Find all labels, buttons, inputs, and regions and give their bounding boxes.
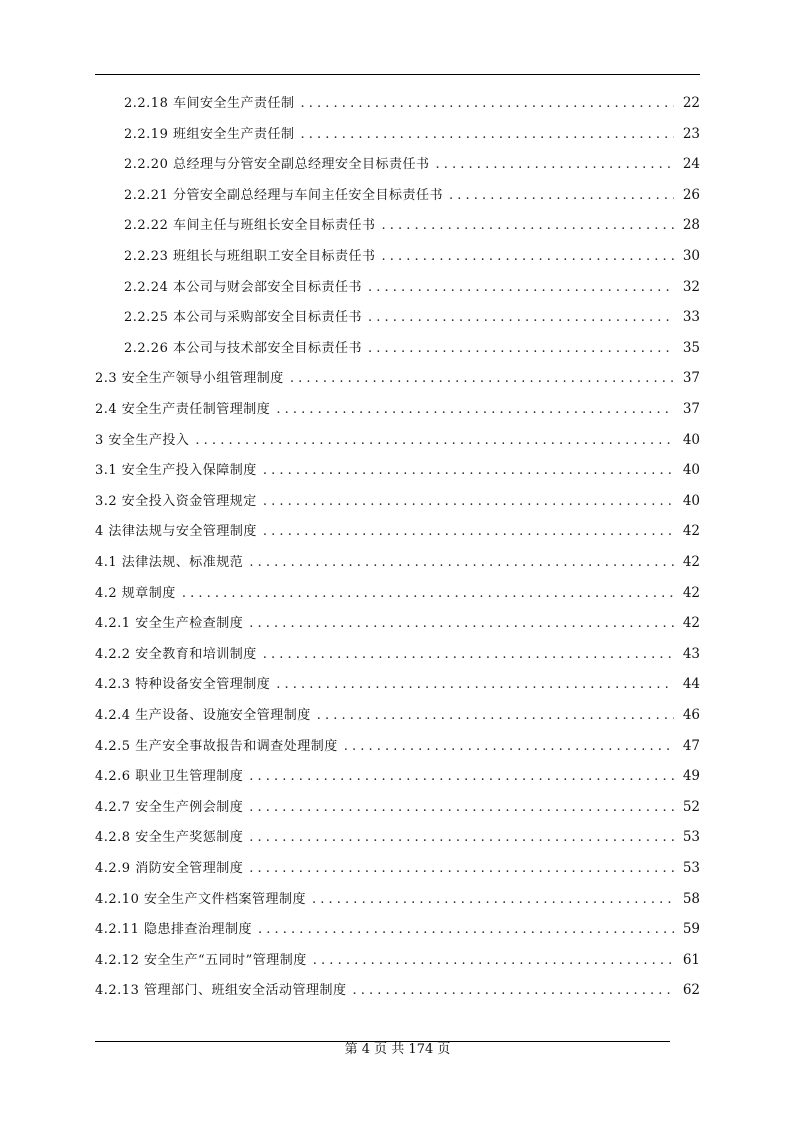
toc-entry[interactable] [124,276,700,298]
toc-entry-page-number: 52 [682,798,700,815]
toc-entry-page-number: 46 [682,707,700,723]
toc-leader-dots [276,399,674,421]
toc-entry[interactable] [95,612,700,634]
toc-entry-page-number: 43 [682,645,700,662]
toc-entry-title: 4.2.8 安全生产奖惩制度 [95,830,244,846]
toc-entry-title: 4.2.5 生产安全事故报告和调查处理制度 [95,738,338,754]
toc-entry-page-number: 23 [682,125,700,142]
toc-entry-title: 2.2.24 本公司与财会部安全目标责任书 [124,279,362,295]
toc-leader-dots [368,338,674,360]
toc-entry-page-number: 42 [682,523,700,540]
toc-entry[interactable] [95,888,700,910]
toc-entry[interactable] [95,735,700,757]
toc-entry-page-number: 26 [682,186,700,203]
toc-entry-title: 2.2.25 本公司与采购部安全目标责任书 [124,310,362,326]
toc-entry[interactable] [95,520,700,542]
toc-entry-title: 4.2.10 安全生产文件档案管理制度 [95,891,306,907]
toc-leader-dots [249,766,674,788]
toc-leader-dots [263,521,674,543]
toc-leader-dots [368,307,674,329]
toc-leader-dots [352,980,674,1002]
toc-entry-page-number: 59 [682,921,700,938]
toc-leader-dots [258,919,674,941]
toc-entry-title: 2.2.18 车间安全生产责任制 [124,96,295,111]
toc-leader-dots [449,185,674,207]
toc-leader-dots [249,552,674,574]
toc-entry-title: 2.2.26 本公司与技术部安全目标责任书 [124,340,362,356]
toc-entry[interactable] [95,490,700,512]
toc-entry-title: 2.3 安全生产领导小组管理制度 [95,371,284,387]
toc-entry[interactable] [124,92,700,114]
toc-entry-title: 2.2.22 车间主任与班组长安全目标责任书 [124,218,376,234]
toc-entry[interactable] [95,643,700,665]
toc-entry-title: 4.2.1 安全生产检查制度 [95,616,244,632]
toc-entry-title: 4.2.3 特种设备安全管理制度 [95,677,271,693]
toc-leader-dots [313,950,674,972]
toc-entry-page-number: 49 [682,768,700,785]
toc-leader-dots [182,583,674,605]
toc-entry-page-number: 22 [682,95,700,111]
toc-entry-page-number: 33 [682,309,700,326]
toc-entry-page-number: 37 [682,401,700,417]
toc-entry-title: 2.4 安全生产责任制管理制度 [95,402,271,417]
toc-entry[interactable] [95,765,700,787]
toc-entry-title: 4.2.9 消防安全管理制度 [95,861,244,876]
toc-entry[interactable] [95,857,700,879]
toc-leader-dots [195,430,674,452]
toc-entry[interactable] [95,949,700,971]
toc-entry[interactable] [95,796,700,818]
toc-entry[interactable] [124,306,700,328]
toc-leader-dots [317,705,674,727]
toc-entry[interactable] [124,184,700,206]
toc-entry-title: 2.2.23 班组长与班组职工安全目标责任书 [124,249,376,264]
toc-entry-page-number: 35 [682,339,700,356]
toc-leader-dots [263,460,674,482]
toc-entry-page-number: 24 [682,156,700,173]
toc-entry-title: 4.2.11 隐患排查治理制度 [95,922,252,938]
toc-entry-title: 4.1 法律法规、标准规范 [95,555,244,570]
toc-entry-title: 3.1 安全生产投入保障制度 [95,463,257,479]
toc-entry-title: 3 安全生产投入 [95,432,190,448]
toc-entry-page-number: 28 [682,217,700,234]
toc-entry[interactable] [95,704,700,726]
toc-leader-dots [249,858,674,880]
toc-entry-title: 4.2.13 管理部门、班组安全活动管理制度 [95,983,347,999]
toc-entry[interactable] [95,551,700,573]
toc-entry[interactable] [124,214,700,236]
toc-entry-page-number: 47 [682,737,700,754]
toc-entry[interactable] [95,429,700,451]
toc-leader-dots [276,674,674,696]
toc-entry-page-number: 53 [682,860,700,876]
toc-leader-dots [290,368,674,390]
toc-leader-dots [249,827,674,849]
toc-entry[interactable] [124,123,700,145]
toc-entry[interactable] [95,673,700,695]
toc-entry-title: 4.2.6 职业卫生管理制度 [95,769,244,785]
toc-entry[interactable] [124,337,700,359]
toc-leader-dots [381,246,674,268]
toc-entry-page-number: 42 [682,615,700,632]
toc-entry-title: 4.2.7 安全生产例会制度 [95,799,244,815]
toc-entry-page-number: 40 [682,492,700,509]
toc-entry[interactable] [95,398,700,420]
toc-entry-page-number: 58 [682,890,700,907]
toc-entry-page-number: 53 [682,829,700,846]
toc-entry[interactable] [95,979,700,1001]
toc-entry[interactable] [95,367,700,389]
toc-entry-title: 4.2.4 生产设备、设施安全管理制度 [95,708,311,723]
toc-entry[interactable] [95,582,700,604]
toc-entry[interactable] [95,918,700,940]
toc-leader-dots [300,124,674,146]
toc-entry-page-number: 62 [682,982,700,999]
toc-entry[interactable] [124,245,700,267]
toc-leader-dots [249,797,674,819]
toc-leader-dots [300,93,674,115]
toc-entry-page-number: 37 [682,370,700,387]
page-footer: 第 4 页 共 174 页 [344,1042,451,1057]
toc-entry-title: 4 法律法规与安全管理制度 [95,524,257,540]
toc-entry-title: 4.2.2 安全教育和培训制度 [95,646,257,662]
header-rule [95,74,700,75]
toc-entry-title: 2.2.20 总经理与分管安全副总经理安全目标责任书 [124,157,430,173]
toc-leader-dots [312,889,674,911]
toc-entry-page-number: 44 [682,676,700,693]
toc-entry-title: 2.2.19 班组安全生产责任制 [124,126,295,142]
toc-entry-page-number: 30 [682,248,700,264]
toc-leader-dots [263,644,674,666]
toc-leader-dots [368,277,674,299]
toc-entry-page-number: 42 [682,584,700,601]
toc-entry[interactable] [95,459,700,481]
toc-leader-dots [381,215,674,237]
toc-entry-page-number: 61 [682,951,700,968]
toc-entry-page-number: 42 [682,554,700,570]
toc-entry-title: 4.2 规章制度 [95,585,176,601]
toc-entry-title: 3.2 安全投入资金管理规定 [95,493,257,509]
toc-entry-page-number: 32 [682,278,700,295]
toc-leader-dots [344,736,674,758]
toc-leader-dots [249,613,674,635]
toc-entry-title: 2.2.21 分管安全副总经理与车间主任安全目标责任书 [124,187,443,203]
toc-entry-page-number: 40 [682,462,700,479]
toc-leader-dots [435,154,674,176]
toc-leader-dots [263,491,674,513]
toc-entry[interactable] [124,153,700,175]
toc-entry[interactable] [95,826,700,848]
toc-entry-page-number: 40 [682,431,700,448]
toc-entry-title: 4.2.12 安全生产“五同时”管理制度 [95,952,307,968]
